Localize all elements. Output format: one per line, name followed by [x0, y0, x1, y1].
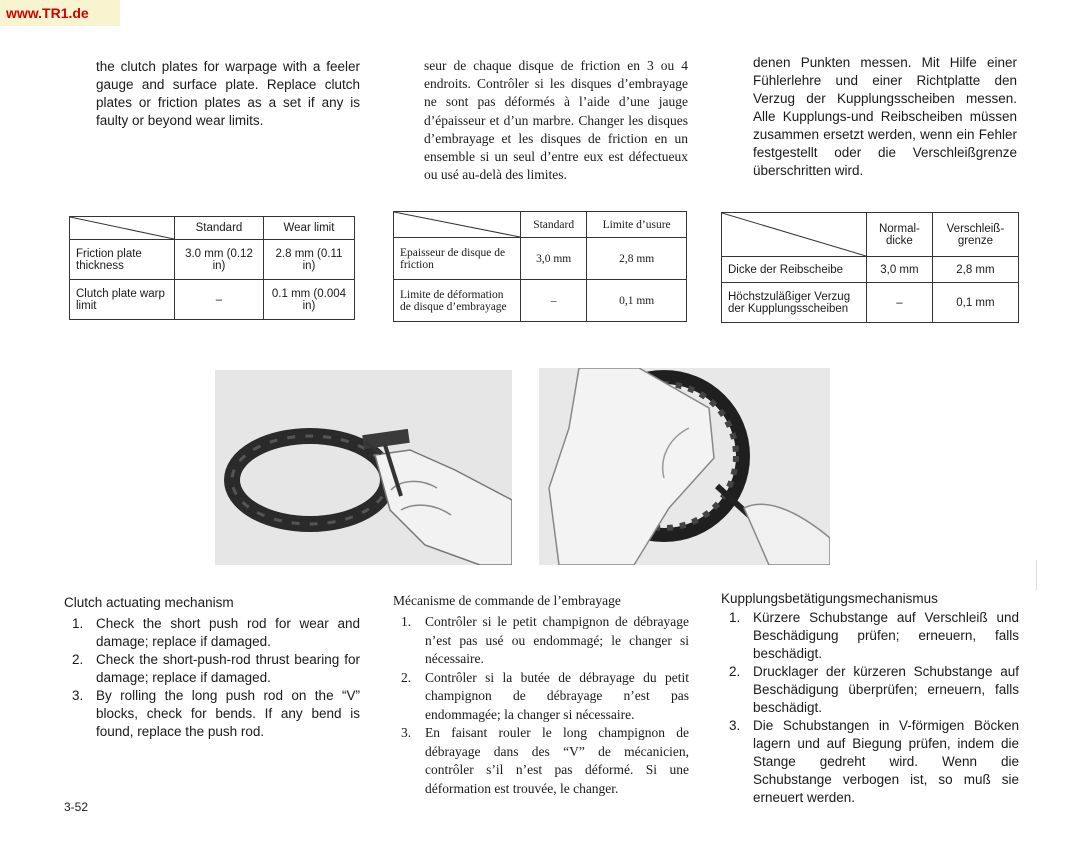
row-label: Friction plate thickness — [70, 240, 175, 280]
cell-limit: 0.1 mm (0.004 in) — [263, 280, 354, 320]
cell-limit: 2,8 mm — [932, 257, 1018, 283]
table-row — [70, 280, 355, 320]
list-item — [721, 609, 1019, 663]
step-text: En faisant rouler le long champignon de débrayage dans des “V” de mécanicien, contrôler s’il n’est pas déformé. Si une déformation est trouvée, le changer. — [425, 725, 689, 796]
step-number: 3. — [401, 725, 412, 740]
list-item — [64, 615, 360, 651]
step-number: 3. — [72, 688, 84, 703]
en-section-title: Clutch actuating mechanism — [64, 595, 234, 610]
table-row — [394, 280, 687, 322]
table-row — [722, 283, 1019, 323]
step-number: 1. — [401, 614, 412, 629]
header-standard: Normal-dicke — [867, 213, 933, 257]
cell-standard: – — [175, 280, 264, 320]
en-intro-text: the clutch plates for warpage with a feeler gauge and surface plate. Replace clutch plates or friction plates as a set if any is faulty or beyond wear limits. — [96, 59, 360, 128]
table-row — [394, 238, 687, 280]
row-label: Dicke der Reibscheibe — [722, 257, 867, 283]
clutch-plate-warp-check-photo — [539, 368, 830, 565]
row-label: Limite de déformation de disque d’embrayage — [394, 280, 521, 322]
en-spec-table — [69, 216, 355, 320]
step-text: Drucklager der kürzeren Schubstange auf Beschädigung überprüfen; erneuern, falls beschädigt. — [753, 664, 1019, 715]
row-label: Höchstzuläßiger Verzug der Kupplungsscheiben — [722, 283, 867, 323]
header-limit: Verschleiß-grenze — [932, 213, 1018, 257]
header-limit: Limite d’usure — [587, 212, 687, 238]
list-item — [393, 669, 689, 725]
de-section-title: Kupplungsbetätigungsmechanismus — [721, 591, 938, 606]
cell-standard: – — [867, 283, 933, 323]
de-intro-text: denen Punkten messen. Mit Hilfe einer Fühlerlehre und einer Richtplatte den Verzug der Kupplungsscheiben messen. Alle Kupplungs-und Reibscheiben müssen zusammen ersetzt werden, wenn ein Fehler festgestellt oder die Verschleißgrenze überschritten wird. — [753, 55, 1017, 178]
step-number: 1. — [72, 616, 84, 631]
header-limit: Wear limit — [263, 217, 354, 240]
cell-standard: 3,0 mm — [521, 238, 587, 280]
cell-standard: 3.0 mm (0.12 in) — [175, 240, 264, 280]
step-text: Check the short push rod for wear and damage; replace if damaged. — [96, 616, 360, 649]
list-item — [393, 613, 689, 669]
header-standard: Standard — [521, 212, 587, 238]
step-number: 1. — [729, 610, 741, 625]
step-number: 3. — [729, 718, 741, 733]
en-steps-list — [64, 615, 360, 741]
list-item — [721, 717, 1019, 807]
list-item — [64, 687, 360, 741]
row-label: Epaisseur de disque de friction — [394, 238, 521, 280]
scan-edge-mark — [1036, 560, 1037, 590]
page-number: 3-52 — [64, 800, 89, 814]
step-text: Contrôler si le petit champignon de débrayage n’est pas usé ou endommagé; le changer si nécessaire. — [425, 614, 689, 666]
cell-standard: – — [521, 280, 587, 322]
list-item — [64, 651, 360, 687]
step-text: Check the short-push-rod thrust bearing for damage; replace if damaged. — [96, 652, 360, 685]
step-text: Contrôler si la butée de débrayage du petit champignon de débrayage n’est pas endommagée; la changer si nécessaire. — [425, 669, 689, 722]
fr-steps-list — [393, 613, 689, 798]
list-item — [721, 663, 1019, 717]
table-row — [70, 240, 355, 280]
table-row — [722, 257, 1019, 283]
friction-plate-measurement-photo — [215, 370, 512, 565]
fr-spec-table — [393, 211, 687, 322]
header-standard: Standard — [175, 217, 264, 240]
cell-limit: 2,8 mm — [587, 238, 687, 280]
step-number: 2. — [72, 652, 84, 667]
row-label: Clutch plate warp limit — [70, 280, 175, 320]
step-text: Die Schubstangen in V-förmigen Böcken lagern und auf Biegung prüfen, indem die Stange gedreht wird. Wenn die Schubstange verbogen ist, so muß sie erneuert werden. — [753, 718, 1019, 805]
list-item — [393, 724, 689, 798]
step-text: By rolling the long push rod on the “V” blocks, check for bends. If any bend is found, replace the push rod. — [96, 688, 360, 739]
step-number: 2. — [401, 669, 412, 685]
fr-intro-text: seur de chaque disque de friction en 3 ou 4 endroits. Contrôler si les disques d’embrayage ne sont pas déformés à l’aide d’une jauge d’épaisseur et d’un marbre. Changer les disques d’embrayage et les disques de friction en un ensemble si un seul d’entre eux est défectueux ou usé au-delà des limites. — [424, 58, 688, 183]
table-corner — [70, 217, 175, 240]
cell-standard: 3,0 mm — [867, 257, 933, 283]
table-corner — [722, 213, 867, 257]
brand-watermark: www.TR1.de — [0, 0, 120, 26]
cell-limit: 2.8 mm (0.11 in) — [263, 240, 354, 280]
step-number: 2. — [729, 664, 741, 679]
table-corner — [394, 212, 521, 238]
cell-limit: 0,1 mm — [932, 283, 1018, 323]
fr-section-title: Mécanisme de commande de l’embrayage — [393, 593, 621, 608]
step-text: Kürzere Schubstange auf Verschleiß und Beschädigung prüfen; erneuern, falls beschädigt. — [753, 610, 1019, 661]
cell-limit: 0,1 mm — [587, 280, 687, 322]
de-steps-list — [721, 609, 1019, 807]
de-spec-table — [721, 212, 1019, 323]
